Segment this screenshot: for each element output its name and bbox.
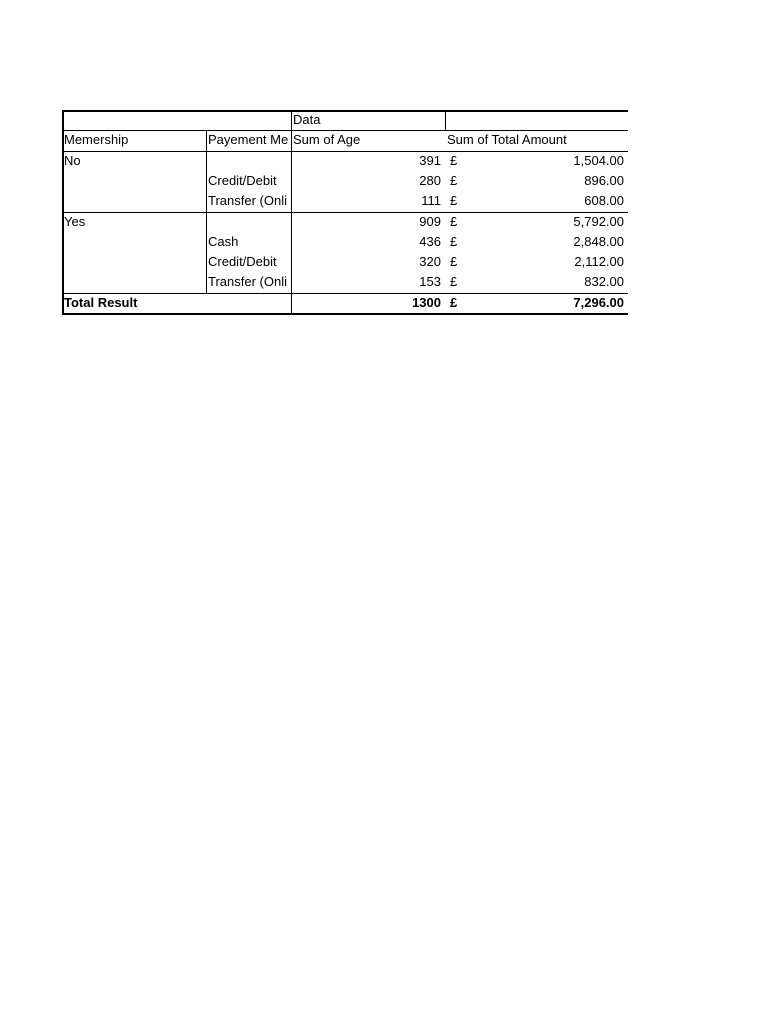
- currency-symbol: £: [450, 274, 458, 289]
- age-cell: 320: [419, 254, 441, 269]
- membership-cell: [62, 171, 206, 191]
- amount-cell: 832.00: [584, 274, 624, 289]
- age-cell: 436: [419, 234, 441, 249]
- membership-header: Memership: [64, 132, 129, 147]
- membership-cell: [62, 232, 206, 252]
- payment-cell: Credit/Debit: [208, 173, 277, 188]
- payment-cell: Transfer (Onli: [208, 274, 287, 289]
- age-cell: 391: [419, 153, 441, 168]
- age-cell: 909: [419, 214, 441, 229]
- payment-cell: Cash: [208, 234, 239, 249]
- payment-method-header: Payement Me: [208, 132, 289, 147]
- amount-cell: 608.00: [584, 193, 624, 208]
- amount-cell: 896.00: [584, 173, 624, 188]
- payment-cell: Credit/Debit: [208, 254, 277, 269]
- currency-symbol: £: [450, 254, 458, 269]
- total-amount: 7,296.00: [573, 295, 624, 310]
- amount-cell: 2,112.00: [574, 254, 624, 269]
- membership-cell: [62, 252, 206, 272]
- pivot-table: [62, 110, 628, 315]
- sum-total-header: Sum of Total Amount: [447, 132, 567, 147]
- membership-cell: [62, 191, 206, 211]
- amount-cell: 1,504.00: [573, 153, 624, 168]
- border-bottom: [62, 313, 628, 315]
- total-label: Total Result: [64, 295, 138, 310]
- payment-cell: [206, 212, 291, 232]
- currency-symbol: £: [450, 234, 458, 249]
- age-cell: 111: [421, 193, 441, 208]
- age-cell: 153: [419, 274, 441, 289]
- currency-symbol: £: [450, 193, 458, 208]
- membership-cell: Yes: [64, 214, 86, 229]
- membership-cell: [62, 272, 206, 292]
- total-age: 1300: [412, 295, 441, 310]
- amount-cell: 5,792.00: [573, 214, 624, 229]
- payment-cell: Transfer (Onli: [208, 193, 287, 208]
- age-cell: 280: [419, 173, 441, 188]
- currency-symbol: £: [450, 153, 458, 168]
- membership-cell: No: [64, 153, 81, 168]
- currency-symbol: £: [450, 173, 458, 188]
- sum-age-header: Sum of Age: [293, 132, 361, 147]
- border-amount-col: [445, 110, 446, 130]
- data-header: Data: [293, 112, 321, 127]
- payment-cell: [206, 151, 291, 171]
- currency-symbol: £: [450, 214, 458, 229]
- currency-symbol: £: [450, 295, 458, 310]
- amount-cell: 2,848.00: [573, 234, 624, 249]
